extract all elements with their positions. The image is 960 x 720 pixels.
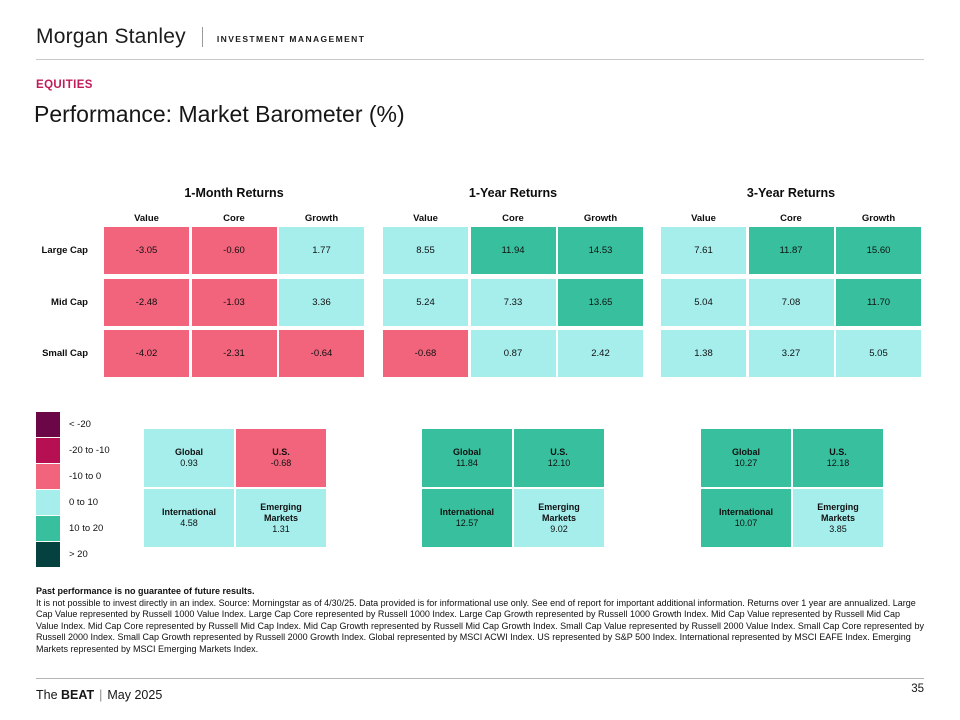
- row-label-small-cap: Small Cap: [42, 348, 88, 359]
- footer-rule: [36, 678, 924, 679]
- heatmap-cell-large-cap-growth: 14.53: [558, 227, 643, 274]
- heatmap-cell-mid-cap-growth: 13.65: [558, 279, 643, 326]
- color-legend: [36, 412, 110, 567]
- column-headers: [104, 213, 364, 224]
- region-value: 12.57: [455, 518, 479, 528]
- legend-label: < -20: [69, 419, 91, 430]
- region-value: 1.31: [272, 523, 290, 534]
- region-box-u-s: [514, 429, 604, 487]
- region-box-emerging-markets: [236, 489, 326, 547]
- region-name: U.S.: [550, 447, 568, 457]
- heatmap-cell-small-cap-core: 0.87: [471, 330, 556, 377]
- region-box-international: [422, 489, 512, 547]
- region-name: Emerging Markets: [538, 501, 580, 523]
- region-box-international: [144, 489, 234, 547]
- region-box-u-s: [236, 429, 326, 487]
- region-name: Global: [452, 447, 481, 457]
- panel-title: 1-Year Returns: [468, 186, 558, 200]
- heatmap-cell-large-cap-value: 7.61: [661, 227, 746, 274]
- column-headers: [383, 213, 643, 224]
- heatmap-cell-large-cap-core: 11.94: [471, 227, 556, 274]
- legend-item-20-to-10: [36, 438, 110, 463]
- heatmap-cell-large-cap-core: -0.60: [192, 227, 277, 274]
- region-box-global: [701, 429, 791, 487]
- region-value: 3.85: [829, 523, 847, 534]
- legend-swatch: [36, 490, 60, 515]
- disclaimer-body: It is not possible to invest directly in an index. Source: Morningstar as of 4/30/25. Data provided is for informational use only. See end of report for important additional information. Returns over 1 year are annualized. Large Cap Value represented by Russell 1000 Value Index. Large Cap Core represented by Russell 1000 Index. Large Cap Growth represented by Russell 1000 Growth Index. Mid Cap Value represented by Russell Mid Cap Value Index. Mid Cap Core represented by Russell Mid Cap Index. Mid Cap Growth represented by Russell Mid Cap Growth Index. Small Cap Value represented by Russell 2000 Value Index. Small Cap Core represented by Russell 2000 Index. Small Cap Growth represented by Russell 2000 Growth Index. Global represented by MSCI ACWI Index. US represented by S&P 500 Index. International represented by MSCI EAFE Index. Emerging Markets represented by MSCI Emerging Markets Index.: [36, 597, 924, 654]
- heatmap-cell-small-cap-growth: 2.42: [558, 330, 643, 377]
- legend-label: 10 to 20: [69, 523, 104, 534]
- legend-item-20: [36, 542, 110, 567]
- panel-3-year-returns: [661, 186, 921, 378]
- heatmap-cell-large-cap-value: 8.55: [383, 227, 468, 274]
- region-name: International: [439, 507, 494, 517]
- legend-label: -20 to -10: [69, 445, 110, 456]
- brand-logo: Morgan Stanley: [36, 25, 186, 48]
- row-label-large-cap: Large Cap: [41, 245, 88, 256]
- heatmap-cell-small-cap-core: -2.31: [192, 330, 277, 377]
- column-header-growth: Growth: [583, 213, 618, 224]
- page-number: 35: [911, 683, 924, 695]
- heatmap-cell-mid-cap-growth: 3.36: [279, 279, 364, 326]
- header-rule: [36, 59, 924, 60]
- heatmap-grid: [383, 227, 643, 377]
- region-name: Emerging Markets: [260, 501, 302, 523]
- region-value: 12.18: [826, 458, 850, 468]
- heatmap-cell-mid-cap-value: 5.24: [383, 279, 468, 326]
- legend-swatch: [36, 438, 60, 463]
- panel-title: 3-Year Returns: [746, 186, 836, 200]
- heatmap-cell-large-cap-growth: 15.60: [836, 227, 921, 274]
- regions-1-year-returns: [422, 429, 604, 547]
- region-value: 0.93: [180, 458, 198, 468]
- region-value: 10.27: [734, 458, 758, 468]
- region-box-global: [422, 429, 512, 487]
- column-header-core: Core: [502, 213, 524, 224]
- heatmap-cell-small-cap-core: 3.27: [749, 330, 834, 377]
- footer-publication: [36, 688, 162, 702]
- column-header-core: Core: [223, 213, 245, 224]
- legend-swatch: [36, 516, 60, 541]
- brand-divider: [202, 27, 203, 47]
- heatmap-cell-mid-cap-value: -2.48: [104, 279, 189, 326]
- heatmap-cell-small-cap-value: 1.38: [661, 330, 746, 377]
- region-name: International: [161, 507, 216, 517]
- region-value: -0.68: [270, 458, 292, 468]
- legend-item-10-to-0: [36, 464, 110, 489]
- heatmap-cell-large-cap-growth: 1.77: [279, 227, 364, 274]
- column-header-value: Value: [691, 213, 716, 224]
- region-value: 9.02: [550, 523, 568, 534]
- region-box-emerging-markets: [514, 489, 604, 547]
- column-header-value: Value: [134, 213, 159, 224]
- panel-1-year-returns: [383, 186, 643, 378]
- heatmap-grid: [104, 227, 364, 377]
- region-box-emerging-markets: [793, 489, 883, 547]
- brand-header: [36, 25, 365, 49]
- region-name: Global: [174, 447, 203, 457]
- legend-label: > 20: [69, 549, 88, 560]
- region-name: Global: [731, 447, 760, 457]
- heatmap-cell-small-cap-value: -4.02: [104, 330, 189, 377]
- legend-item-20: [36, 412, 110, 437]
- region-value: 12.10: [547, 458, 571, 468]
- regions-3-year-returns: [701, 429, 883, 547]
- section-eyebrow: EQUITIES: [36, 79, 93, 91]
- footer-publication-prefix: The: [36, 688, 62, 702]
- region-name: U.S.: [272, 447, 290, 457]
- legend-swatch: [36, 542, 60, 567]
- row-label-mid-cap: Mid Cap: [51, 296, 88, 308]
- brand-division: INVESTMENT MANAGEMENT: [216, 33, 366, 44]
- heatmap-cell-small-cap-value: -0.68: [383, 330, 468, 377]
- legend-swatch: [36, 464, 60, 489]
- panel-title: 1-Month Returns: [184, 186, 284, 200]
- row-labels: [24, 227, 88, 377]
- region-box-international: [701, 489, 791, 547]
- region-box-global: [144, 429, 234, 487]
- legend-item-10-to-20: [36, 516, 110, 541]
- region-value: 4.58: [180, 518, 198, 528]
- column-header-core: Core: [780, 213, 802, 224]
- legend-item-0-to-10: [36, 490, 110, 515]
- footer-pipe: |: [99, 688, 103, 702]
- legend-label: 0 to 10: [69, 497, 99, 508]
- heatmap-cell-large-cap-core: 11.87: [749, 227, 834, 274]
- panel-1-month-returns: [104, 186, 364, 378]
- footer-date: May 2025: [107, 688, 163, 702]
- region-value: 11.84: [456, 458, 478, 468]
- column-header-growth: Growth: [304, 213, 339, 224]
- region-name: International: [718, 507, 773, 517]
- legend-swatch: [36, 412, 60, 437]
- heatmap-cell-mid-cap-core: 7.08: [749, 279, 834, 326]
- heatmap-cell-mid-cap-value: 5.04: [661, 279, 746, 326]
- heatmap-cell-small-cap-growth: 5.05: [836, 330, 921, 377]
- disclaimer-lead: Past performance is no guarantee of future results.: [36, 586, 255, 596]
- region-value: 10.07: [734, 518, 758, 528]
- page-title: Performance: Market Barometer (%): [34, 101, 405, 127]
- legend-label: -10 to 0: [69, 471, 102, 482]
- regions-1-month-returns: [144, 429, 326, 547]
- heatmap-cell-mid-cap-core: 7.33: [471, 279, 556, 326]
- column-header-growth: Growth: [861, 213, 896, 224]
- heatmap-cell-mid-cap-growth: 11.70: [836, 279, 921, 326]
- region-name: Emerging Markets: [817, 501, 859, 523]
- heatmap-cell-small-cap-growth: -0.64: [279, 330, 364, 377]
- heatmap-cell-mid-cap-core: -1.03: [192, 279, 277, 326]
- footer-publication-name: BEAT: [61, 688, 95, 702]
- disclaimer: [36, 586, 924, 656]
- column-headers: [661, 213, 921, 224]
- region-box-u-s: [793, 429, 883, 487]
- heatmap-cell-large-cap-value: -3.05: [104, 227, 189, 274]
- heatmap-grid: [661, 227, 921, 377]
- region-name: U.S.: [829, 447, 847, 457]
- column-header-value: Value: [413, 213, 438, 224]
